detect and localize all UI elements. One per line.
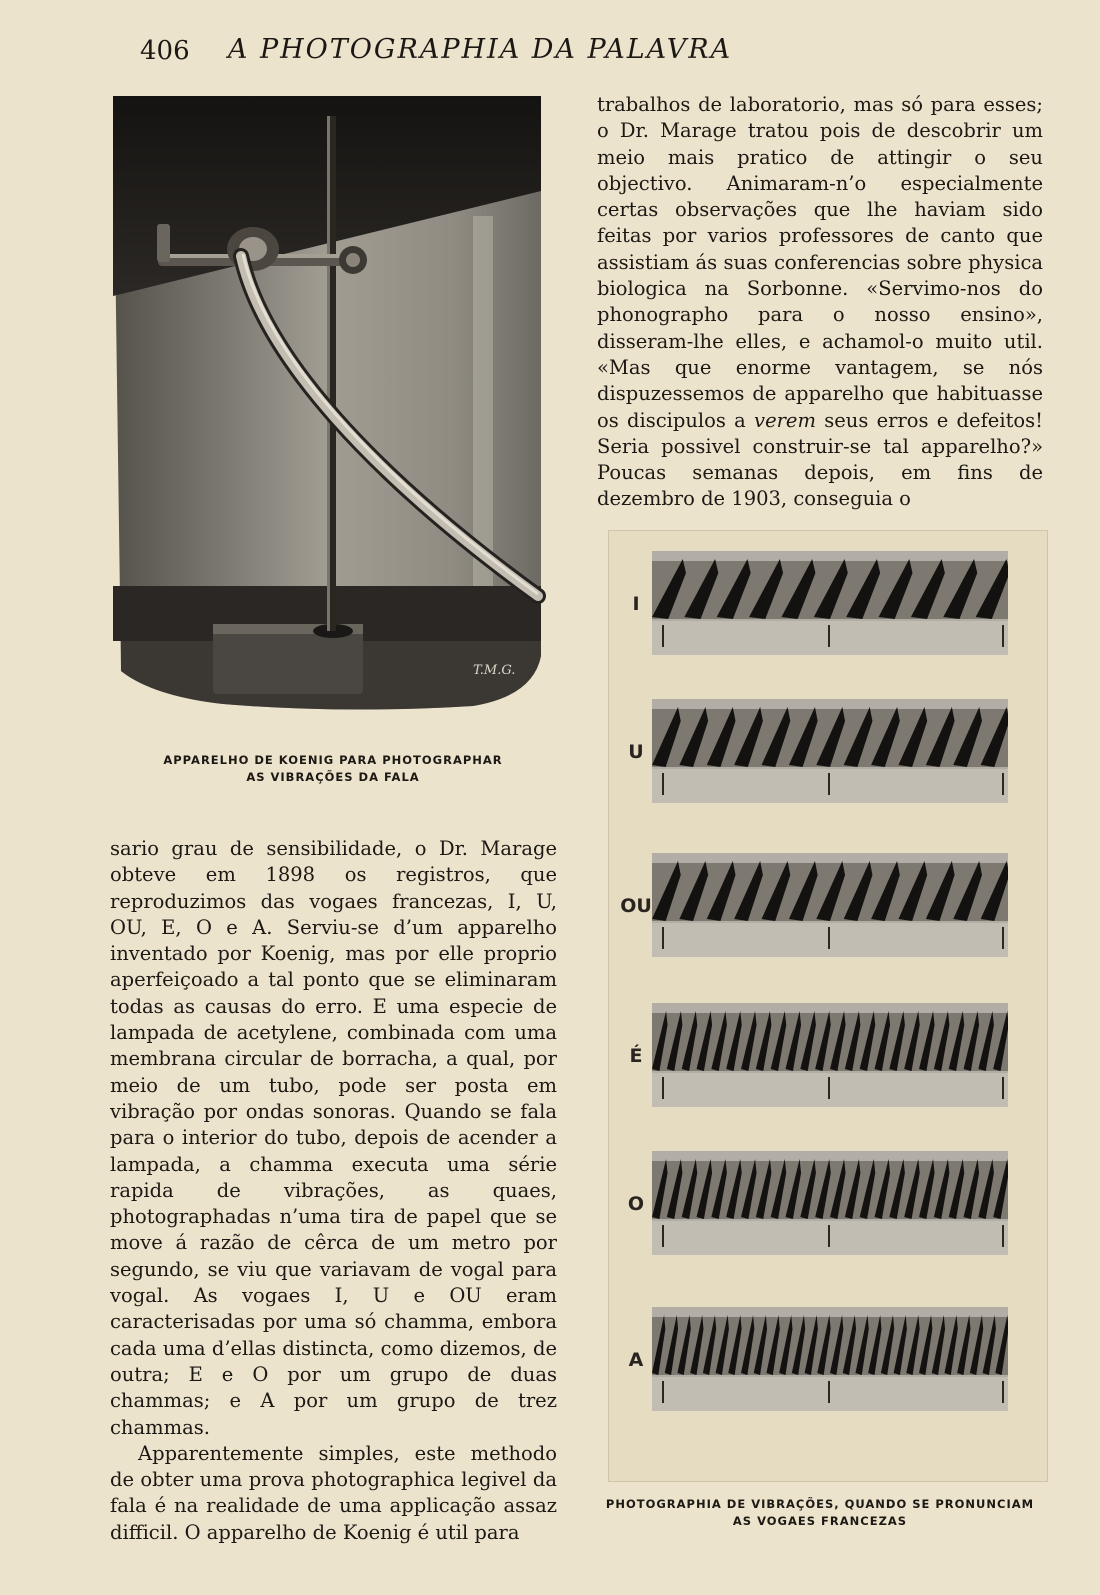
emphasis-verem: verem [754, 408, 816, 432]
left-column-text [110, 836, 557, 1546]
text-run: seus erros e defeitos! Seria possivel construir-se tal apparelho?» Poucas semanas depois, em fins de dezembro de 1903, conseguia o [597, 408, 1043, 511]
right-caption-line-2: AS VOGAES FRANCEZAS [732, 1514, 908, 1528]
vibration-strip [652, 551, 1008, 655]
paragraph-continuation [597, 92, 1043, 513]
left-figure-caption [113, 752, 553, 786]
vowel-label: U [628, 741, 644, 763]
vowel-label: I [632, 593, 640, 615]
vibration-strip [652, 699, 1008, 803]
page-number: 406 [140, 36, 190, 66]
vibration-photographs-plate [608, 530, 1048, 1482]
koenig-apparatus-photo [113, 96, 553, 716]
paragraph-1: sario grau de sensibilidade, o Dr. Marage obteve em 1898 os registros, que reproduzimos das vogaes francezas, I, U, OU, E, O e A. Serviu-se d’um apparelho inventado por Koenig, mas por elle proprio aperfeiçoado a tal ponto que se eliminaram todas as causas do erro. E uma especie de lampada de acetylene, combinada com uma membrana circular de borracha, a qual, por meio de um tubo, pode ser posta em vibração por ondas sonoras. Quando se fala para o interior do tubo, depois de acender a lampada, a chamma executa uma série rapida de vibrações, as quaes, photographadas n’uma tira de papel que se move á razão de cêrca de um metro por segundo, se viu que variavam de vogal para vogal. As vogaes I, U e OU eram caracterisadas por uma só chamma, embora cada uma d’ellas distincta, como dizemos, de outra; E e O por um grupo de duas chammas; e A por um grupo de trez chammas. [110, 837, 557, 1439]
running-title: A PHOTOGRAPHIA DA PALAVRA [227, 34, 733, 65]
text-run: trabalhos de laboratorio, mas só para esses; o Dr. Marage tratou pois de descobrir um meio mais pratico de attingir o seu objectivo. Animaram-n’o especialmente certas observações que lhe haviam sido feitas por varios professores de canto que assistiam ás suas conferencias sobre physica biologica na Sorbonne. «Servimo-nos do phonographo para o nosso ensino», disseram-lhe elles, e achamol-o muito util. «Mas que enorme vantagem, se nós dispuzessemos de apparelho que habituasse os discipulos a [597, 93, 1043, 432]
paragraph-2: Apparentemente simples, este methodo de obter uma prova photographica legivel da fala é na realidade de uma applicação assaz difficil. O apparelho de Koenig é util para [110, 1441, 557, 1544]
vowel-label: É [629, 1045, 643, 1067]
right-caption-line-1: PHOTOGRAPHIA DE VIBRAÇÕES, QUANDO SE PRONUNCIAM [605, 1497, 1035, 1511]
vibration-strip [652, 1307, 1008, 1411]
vibration-strip [652, 853, 1008, 957]
left-caption-line-1: APPARELHO DE KOENIG PARA PHOTOGRAPHAR [163, 753, 503, 767]
right-column-text [597, 92, 1043, 513]
vowel-label: OU [620, 895, 652, 917]
vibration-strip [652, 1151, 1008, 1255]
right-figure-caption [600, 1496, 1040, 1530]
photo-signature: T.M.G. [473, 663, 516, 678]
vowel-label: O [627, 1193, 645, 1215]
vowel-label: A [628, 1349, 644, 1371]
left-caption-line-2: AS VIBRAÇÕES DA FALA [246, 770, 420, 784]
vibration-strip [652, 1003, 1008, 1107]
